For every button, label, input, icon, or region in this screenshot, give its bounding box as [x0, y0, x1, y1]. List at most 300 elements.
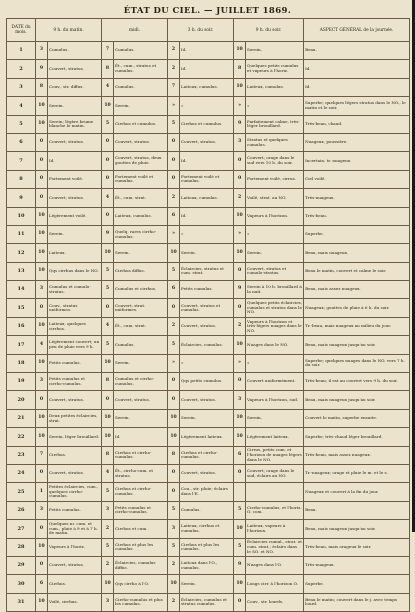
- cell-9h-evening-sky: Serein.: [246, 42, 304, 60]
- row-date: 6: [7, 133, 36, 151]
- cell-9h-morning-value: 6: [36, 575, 48, 593]
- cell-noon-value: 5: [102, 483, 114, 501]
- cell-9h-evening-value: 2: [234, 317, 246, 335]
- cell-9h-morning-value: 0: [36, 299, 48, 317]
- cell-9h-morning-sky: Vapeurs à l'horiz.: [48, 538, 102, 556]
- cell-general-aspect: Superbe; très-chaud léger brouillard.: [304, 428, 410, 446]
- table-row: [7, 373, 410, 391]
- table-row: [7, 409, 410, 427]
- row-date: 8: [7, 170, 36, 188]
- cell-general-aspect: Superbe; quelques légers stratus dans le NO., le matin et le soir.: [304, 97, 410, 115]
- cell-9h-evening-value: 8: [234, 60, 246, 78]
- page-title: ÉTAT DU CIEL. — JUILLET 1869.: [123, 6, 292, 16]
- cell-9h-morning-sky: Voilé, cirrhus.: [48, 593, 102, 611]
- cell-3h-evening-sky: Couvert, stratus.: [180, 317, 234, 335]
- cell-9h-morning-value: 0: [36, 152, 48, 170]
- cell-general-aspect: Id.: [304, 78, 410, 96]
- cell-9h-evening-value: »: [234, 225, 246, 243]
- cell-3h-evening-value: 0: [168, 373, 180, 391]
- cell-9h-evening-value: 0: [234, 262, 246, 280]
- cell-3h-evening-value: 2: [168, 317, 180, 335]
- cell-noon-value: 5: [102, 538, 114, 556]
- cell-noon-sky: Quelq. rares cirrho-cumulus.: [114, 225, 168, 243]
- cell-9h-morning-sky: Couvert, stratus.: [48, 189, 102, 207]
- cell-3h-evening-sky: Serein.: [180, 244, 234, 262]
- row-date: 3: [7, 78, 36, 96]
- cell-9h-evening-value: 0: [234, 152, 246, 170]
- cell-3h-evening-value: 8: [168, 446, 180, 464]
- cell-3h-evening-sky: Serein.: [180, 575, 234, 593]
- cell-3h-evening-value: 2: [168, 189, 180, 207]
- cell-3h-evening-value: 2: [168, 42, 180, 60]
- cell-3h-evening-value: 10: [168, 575, 180, 593]
- cell-9h-evening-sky: Vapeurs à l'horizon, sud.: [246, 391, 304, 409]
- row-date: 26: [7, 501, 36, 519]
- table-row: [7, 446, 410, 464]
- cell-9h-morning-sky: Couvert, stratus.: [48, 60, 102, 78]
- cell-noon-value: 5: [102, 115, 114, 133]
- header-noon: midi.: [102, 19, 168, 42]
- cell-noon-value: 7: [102, 42, 114, 60]
- cell-noon-sky: Qqs cirrho à l'O.: [114, 575, 168, 593]
- table-row: [7, 262, 410, 280]
- cell-noon-value: 10: [102, 428, 114, 446]
- cell-9h-evening-sky: »: [246, 225, 304, 243]
- table-body: [7, 42, 410, 612]
- cell-noon-sky: Serein.: [114, 354, 168, 372]
- cell-9h-evening-value: 10: [234, 207, 246, 225]
- table-row: [7, 170, 410, 188]
- cell-9h-morning-sky: Petits cumulus.: [48, 501, 102, 519]
- cell-9h-evening-sky: Vapeurs à l'horizon.: [246, 207, 304, 225]
- cell-noon-value: 4: [102, 464, 114, 482]
- cell-9h-evening-value: 3: [234, 133, 246, 151]
- cell-noon-value: 8: [102, 446, 114, 464]
- cell-noon-sky: Cumulus et cirrhus.: [114, 281, 168, 299]
- cell-noon-value: 0: [102, 299, 114, 317]
- cell-9h-evening-sky: Parfaitement calme, très-léger brouillard.: [246, 115, 304, 133]
- cell-9h-morning-value: 3: [36, 281, 48, 299]
- cell-9h-evening-sky: Quelques petits éclaircies, cumulus et stratus dans le NO.: [246, 299, 304, 317]
- cell-9h-morning-value: 10: [36, 593, 48, 611]
- row-date: 29: [7, 556, 36, 574]
- cell-9h-evening-value: 10: [234, 520, 246, 538]
- sky-state-table: [6, 18, 410, 612]
- cell-3h-evening-sky: Laitoux, cumulus.: [180, 78, 234, 96]
- cell-noon-value: 0: [102, 133, 114, 151]
- cell-9h-evening-value: 5: [234, 501, 246, 519]
- cell-9h-morning-value: 3: [36, 501, 48, 519]
- table-row: [7, 60, 410, 78]
- table-row: [7, 538, 410, 556]
- row-date: 9: [7, 189, 36, 207]
- cell-9h-evening-value: 10: [234, 409, 246, 427]
- cell-3h-evening-sky: Petits cumulus.: [180, 281, 234, 299]
- cell-3h-evening-value: 2: [168, 593, 180, 611]
- cell-3h-evening-sky: Couvert, stratus.: [180, 391, 234, 409]
- cell-9h-evening-value: 10: [234, 78, 246, 96]
- cell-3h-evening-value: 0: [168, 170, 180, 188]
- cell-general-aspect: Superbe; quelques nuages dans le NO. vers 7 h. du soir.: [304, 354, 410, 372]
- cell-general-aspect: Très-beau.: [304, 207, 410, 225]
- row-date: 30: [7, 575, 36, 593]
- row-date: 20: [7, 391, 36, 409]
- header-date: DATE du mois.: [7, 19, 36, 42]
- cell-3h-evening-value: »: [168, 225, 180, 243]
- table-row: [7, 483, 410, 501]
- cell-noon-sky: Cumulus.: [114, 78, 168, 96]
- cell-9h-morning-sky: Cirrhus.: [48, 446, 102, 464]
- cell-general-aspect: Très-beau; il est au couvert vers 9 h. du soir.: [304, 373, 410, 391]
- cell-9h-morning-sky: Cumulus et cumulo-stratus.: [48, 281, 102, 299]
- cell-9h-morning-value: 3: [36, 42, 48, 60]
- table-row: [7, 317, 410, 335]
- cell-noon-value: 3: [102, 593, 114, 611]
- table-row: [7, 42, 410, 60]
- cell-3h-evening-sky: Id.: [180, 60, 234, 78]
- cell-9h-evening-value: 10: [234, 336, 246, 354]
- cell-9h-evening-value: 2: [234, 189, 246, 207]
- cell-9h-morning-sky: Serein; légère brume blanche le matin.: [48, 115, 102, 133]
- cell-noon-value: 0: [102, 170, 114, 188]
- row-date: 17: [7, 336, 36, 354]
- cell-9h-evening-value: »: [234, 97, 246, 115]
- cell-noon-sky: Cumulus.: [114, 42, 168, 60]
- cell-9h-evening-value: 3: [234, 391, 246, 409]
- cell-noon-sky: Cirrhus diffus.: [114, 262, 168, 280]
- header-9h-morning: 9 h. du matin.: [36, 19, 102, 42]
- cell-general-aspect: Beau le matin, couvert et calme le soir.: [304, 262, 410, 280]
- cell-3h-evening-value: 6: [168, 207, 180, 225]
- cell-3h-evening-sky: Laitoux dans l'O., cumulus.: [180, 556, 234, 574]
- cell-9h-morning-value: 8: [36, 78, 48, 96]
- row-date: 22: [7, 428, 36, 446]
- cell-9h-morning-value: 10: [36, 538, 48, 556]
- cell-9h-morning-sky: Id.: [48, 152, 102, 170]
- cell-9h-evening-sky: Nuages dans le NO.: [246, 336, 304, 354]
- header-3h-evening: 3 h. du soir.: [168, 19, 234, 42]
- cell-3h-evening-value: 10: [168, 428, 180, 446]
- cell-3h-evening-sky: Id.: [180, 42, 234, 60]
- cell-9h-evening-value: 6: [234, 446, 246, 464]
- cell-noon-value: 10: [102, 97, 114, 115]
- row-date: 18: [7, 354, 36, 372]
- cell-noon-sky: Id.: [114, 428, 168, 446]
- row-date: 11: [7, 225, 36, 243]
- table-row: [7, 152, 410, 170]
- cell-9h-morning-sky: Cumulus.: [48, 42, 102, 60]
- cell-3h-evening-sky: »: [180, 225, 234, 243]
- cell-noon-value: 10: [102, 575, 114, 593]
- cell-9h-evening-value: 0: [234, 464, 246, 482]
- cell-9h-morning-value: 0: [36, 170, 48, 188]
- cell-general-aspect: Nuageux, poussière.: [304, 133, 410, 151]
- cell-general-aspect: Beau le matin; couvert dans le j. avec temps lourd.: [304, 593, 410, 611]
- row-date: 10: [7, 207, 36, 225]
- table-row: [7, 464, 410, 482]
- cell-general-aspect: Très-nuageux.: [304, 189, 410, 207]
- row-date: 7: [7, 152, 36, 170]
- cell-9h-morning-sky: Petites éclaircies, cum., quelques cirrho-cumulus.: [48, 483, 102, 501]
- row-date: 1: [7, 42, 36, 60]
- cell-3h-evening-sky: Laitoux, cumulus.: [180, 189, 234, 207]
- cell-3h-evening-sky: Cumulus.: [180, 501, 234, 519]
- cell-general-aspect: Très-beau, mais assez nuageux.: [304, 446, 410, 464]
- cell-9h-evening-sky: Éclaircies cumul., strat. et cum. strat.; éclairs dans le SO. et NO.: [246, 538, 304, 556]
- cell-noon-sky: Ét., cum. strat.: [114, 317, 168, 335]
- cell-9h-morning-value: 7: [36, 446, 48, 464]
- cell-3h-evening-sky: Couvert, stratus et cumulus.: [180, 299, 234, 317]
- cell-9h-evening-sky: Laiteux, vapeurs à l'horizon.: [246, 520, 304, 538]
- cell-noon-sky: Ét., cum., stratus et cumulus.: [114, 60, 168, 78]
- row-date: 16: [7, 317, 36, 335]
- cell-9h-evening-sky: Fortement voilé, cirrus.: [246, 170, 304, 188]
- cell-9h-morning-value: 3: [36, 373, 48, 391]
- cell-noon-sky: Cirrhus et plus les cumulus.: [114, 538, 168, 556]
- cell-3h-evening-sky: Légèrement laiteux.: [180, 428, 234, 446]
- table-row: [7, 115, 410, 133]
- table-row: [7, 593, 410, 611]
- cell-3h-evening-value: 2: [168, 556, 180, 574]
- row-date: 2: [7, 60, 36, 78]
- cell-3h-evening-sky: »: [180, 97, 234, 115]
- cell-general-aspect: Superbe.: [304, 225, 410, 243]
- cell-noon-value: 5: [102, 336, 114, 354]
- cell-9h-evening-sky: Couvert; orage dans le sud, éclairs au NO.: [246, 464, 304, 482]
- cell-9h-morning-sky: Serein.: [48, 225, 102, 243]
- cell-9h-evening-sky: Serein à 10 h. brouillard à la nuit.: [246, 281, 304, 299]
- cell-noon-sky: Ét., cirrho-cum. et stratus.: [114, 464, 168, 482]
- row-date: 23: [7, 446, 36, 464]
- cell-3h-evening-sky: Cou., str. pluie; éclairs dans l'E.: [180, 483, 234, 501]
- cell-3h-evening-sky: Éclaircies, cumulus.: [180, 336, 234, 354]
- cell-3h-evening-value: 0: [168, 299, 180, 317]
- cell-noon-value: 8: [102, 60, 114, 78]
- cell-noon-sky: Couvert, stratus, deux gouttes de pluie.: [114, 152, 168, 170]
- table-row: [7, 575, 410, 593]
- cell-general-aspect: Beau, mais nuageux jusqu'au soir.: [304, 391, 410, 409]
- cell-noon-value: 0: [102, 152, 114, 170]
- cell-3h-evening-sky: Id.: [180, 207, 234, 225]
- cell-general-aspect: Tr.-beau, mais nuageux au milieu du jour.: [304, 317, 410, 335]
- row-date: 5: [7, 115, 36, 133]
- cell-9h-evening-value: 0: [234, 170, 246, 188]
- cell-general-aspect: Beau, mais nuageux.: [304, 244, 410, 262]
- cell-9h-morning-sky: Serein.: [48, 97, 102, 115]
- cell-general-aspect: Couvert le matin, superbe ensuite.: [304, 409, 410, 427]
- row-date: 24: [7, 464, 36, 482]
- cell-9h-morning-sky: Couv., str. diffus.: [48, 78, 102, 96]
- cell-noon-sky: Cumulus et cirrho-cumulus.: [114, 373, 168, 391]
- cell-9h-evening-sky: Cirrus, petits cum. et l'horizon de nuages légers dans le NO.: [246, 446, 304, 464]
- cell-9h-evening-sky: »: [246, 97, 304, 115]
- cell-9h-evening-sky: Couvert uniformément.: [246, 373, 304, 391]
- cell-noon-value: 10: [102, 244, 114, 262]
- cell-9h-morning-value: 10: [36, 409, 48, 427]
- cell-9h-evening-value: 5: [234, 538, 246, 556]
- cell-9h-evening-value: [234, 483, 246, 501]
- cell-9h-evening-value: 0: [234, 373, 246, 391]
- cell-noon-sky: Couvert, stratus.: [114, 133, 168, 151]
- cell-9h-morning-sky: Couvert, stratus.: [48, 556, 102, 574]
- cell-noon-sky: Fortement voilé et cumulus.: [114, 170, 168, 188]
- cell-9h-evening-sky: Couv., str. lourds.: [246, 593, 304, 611]
- cell-3h-evening-sky: Qqs petits cumulus.: [180, 373, 234, 391]
- table-row: [7, 336, 410, 354]
- row-date: 25: [7, 483, 36, 501]
- cell-3h-evening-sky: Cirrhus et cirrho-cumulus.: [180, 446, 234, 464]
- cell-9h-morning-value: 0: [36, 464, 48, 482]
- cell-3h-evening-value: 0: [168, 133, 180, 151]
- table-row: [7, 281, 410, 299]
- cell-9h-evening-value: 0: [234, 593, 246, 611]
- cell-noon-value: 0: [102, 391, 114, 409]
- cell-3h-evening-sky: Id.: [180, 152, 234, 170]
- cell-noon-sky: Couvert, stratus.: [114, 391, 168, 409]
- cell-general-aspect: Très-beau, chaud.: [304, 115, 410, 133]
- table-row: [7, 428, 410, 446]
- cell-9h-evening-sky: Serein.: [246, 409, 304, 427]
- table-row: [7, 225, 410, 243]
- cell-9h-evening-value: 10: [234, 42, 246, 60]
- cell-9h-morning-value: 10: [36, 317, 48, 335]
- cell-noon-sky: Serein.: [114, 97, 168, 115]
- table-header-row: [7, 19, 410, 42]
- cell-9h-evening-sky: Stratus et quelques cumulus.: [246, 133, 304, 151]
- cell-9h-evening-sky: Vapeurs à l'horizon et très-légers nuages dans le NO.: [246, 317, 304, 335]
- cell-9h-evening-value: 9: [234, 115, 246, 133]
- cell-9h-evening-sky: Laiteux, cumulus.: [246, 78, 304, 96]
- cell-9h-evening-value: 9: [234, 281, 246, 299]
- cell-9h-morning-value: 10: [36, 225, 48, 243]
- cell-noon-sky: Laiteux, cumulus.: [114, 207, 168, 225]
- cell-9h-morning-sky: Qqs cirrhus dans le NO.: [48, 262, 102, 280]
- cell-9h-morning-sky: Laiteux, quelques cirrhus.: [48, 317, 102, 335]
- cell-9h-morning-sky: Deux petites éclaircies, strat.: [48, 409, 102, 427]
- cell-3h-evening-sky: Cirrhus et cumulus.: [180, 115, 234, 133]
- cell-9h-evening-sky: Serein.: [246, 244, 304, 262]
- cell-9h-evening-value: 10: [234, 244, 246, 262]
- table-row: [7, 556, 410, 574]
- header-general-aspect: ASPECT GÉNÉRAL de la journée.: [304, 19, 410, 42]
- cell-3h-evening-sky: Couvert, stratus.: [180, 464, 234, 482]
- cell-noon-sky: Cirrhus et cumulus.: [114, 115, 168, 133]
- cell-9h-morning-sky: Couvert, stratus.: [48, 133, 102, 151]
- cell-9h-morning-sky: Couvert, stratus.: [48, 391, 102, 409]
- cell-9h-morning-value: 0: [36, 133, 48, 151]
- cell-3h-evening-value: 5: [168, 336, 180, 354]
- table-row: [7, 391, 410, 409]
- cell-general-aspect: Beau.: [304, 42, 410, 60]
- cell-9h-evening-sky: Longs cirr. à l'horizon O.: [246, 575, 304, 593]
- cell-9h-evening-sky: Cirrho-cumulus, et l'horiz. O. com.: [246, 501, 304, 519]
- table-row: [7, 244, 410, 262]
- cell-3h-evening-value: 7: [168, 78, 180, 96]
- cell-9h-evening-sky: Nuages dans l'O.: [246, 556, 304, 574]
- cell-9h-morning-sky: Cirrhus.: [48, 575, 102, 593]
- cell-9h-evening-sky: Voilé, strat. au NO.: [246, 189, 304, 207]
- cell-noon-value: 3: [102, 501, 114, 519]
- cell-noon-value: 10: [102, 409, 114, 427]
- cell-9h-morning-value: 10: [36, 354, 48, 372]
- cell-noon-value: 5: [102, 281, 114, 299]
- cell-3h-evening-value: 0: [168, 152, 180, 170]
- table-row: [7, 520, 410, 538]
- cell-general-aspect: Beau, mais nuageux jusqu'au soir.: [304, 336, 410, 354]
- cell-9h-morning-sky: Laiteux.: [48, 244, 102, 262]
- cell-9h-morning-value: 4: [36, 336, 48, 354]
- table-row: [7, 207, 410, 225]
- cell-9h-evening-sky: Couvert, stratus et cumulo-stratus.: [246, 262, 304, 280]
- cell-3h-evening-value: 6: [168, 281, 180, 299]
- cell-3h-evening-value: 5: [168, 115, 180, 133]
- cell-9h-morning-value: 1: [36, 483, 48, 501]
- cell-9h-morning-sky: Légèrement couvert; un peu de pluie vers 9 h.: [48, 336, 102, 354]
- cell-3h-evening-sky: Laiteux, cirrhus et cumulus.: [180, 520, 234, 538]
- table-row: [7, 299, 410, 317]
- cell-3h-evening-value: 0: [168, 464, 180, 482]
- cell-noon-sky: Cumulus.: [114, 336, 168, 354]
- cell-9h-morning-value: 0: [36, 391, 48, 409]
- cell-9h-evening-sky: [246, 483, 304, 501]
- cell-general-aspect: Ciel voilé.: [304, 170, 410, 188]
- cell-noon-sky: Serein.: [114, 244, 168, 262]
- cell-9h-morning-sky: Couvert, stratus.: [48, 464, 102, 482]
- cell-3h-evening-value: »: [168, 97, 180, 115]
- cell-general-aspect: Nuageux; gouttes de pluie à 6 h. du soir.: [304, 299, 410, 317]
- cell-9h-morning-sky: Couv., stratus uniformes.: [48, 299, 102, 317]
- cell-general-aspect: Beau, mais assez nuageux.: [304, 281, 410, 299]
- cell-general-aspect: Nuageux et couvert à la fin du jour.: [304, 483, 410, 501]
- cell-9h-morning-value: 10: [36, 244, 48, 262]
- cell-3h-evening-sky: Éclaircies, cumulus et stratus cumulus.: [180, 593, 234, 611]
- cell-3h-evening-value: 2: [168, 60, 180, 78]
- cell-3h-evening-value: 0: [168, 483, 180, 501]
- header-9h-evening: 9 h. du soir.: [234, 19, 304, 42]
- cell-noon-sky: Serein.: [114, 409, 168, 427]
- cell-9h-evening-sky: »: [246, 354, 304, 372]
- cell-general-aspect: Incertain, tr. nuageux.: [304, 152, 410, 170]
- cell-general-aspect: Beau, mais nuageux jusqu'au soir.: [304, 520, 410, 538]
- cell-9h-morning-sky: Quelques ni. cum. et cum., pluie à 9 et à 7 h. de matin.: [48, 520, 102, 538]
- row-date: 28: [7, 538, 36, 556]
- cell-3h-evening-value: 10: [168, 244, 180, 262]
- cell-9h-morning-value: 10: [36, 428, 48, 446]
- cell-3h-evening-value: 5: [168, 538, 180, 556]
- cell-3h-evening-sky: Couvert, stratus.: [180, 133, 234, 151]
- cell-3h-evening-sky: Fortement voilé et cumulus.: [180, 170, 234, 188]
- table-row: [7, 189, 410, 207]
- cell-9h-morning-sky: Serein, léger brouillard.: [48, 428, 102, 446]
- row-date: 4: [7, 97, 36, 115]
- cell-noon-value: 0: [102, 207, 114, 225]
- cell-general-aspect: Tr.-nuageux; orage et pluie le m. et le s.: [304, 464, 410, 482]
- table-row: [7, 97, 410, 115]
- cell-general-aspect: Superbe.: [304, 575, 410, 593]
- cell-9h-morning-value: 0: [36, 556, 48, 574]
- cell-3h-evening-value: 10: [168, 409, 180, 427]
- cell-9h-morning-sky: Petits cumulus et cirrho-cumulus.: [48, 373, 102, 391]
- cell-general-aspect: Beau.: [304, 501, 410, 519]
- cell-9h-morning-value: 0: [36, 189, 48, 207]
- cell-noon-sky: Cirrhus et cirrho-cumulus.: [114, 483, 168, 501]
- cell-9h-morning-value: 10: [36, 207, 48, 225]
- cell-9h-morning-value: 10: [36, 262, 48, 280]
- row-date: 13: [7, 262, 36, 280]
- cell-9h-evening-sky: Quelques petits cumulus et vapeurs à l'horiz.: [246, 60, 304, 78]
- cell-9h-evening-value: »: [234, 354, 246, 372]
- cell-noon-sky: Ét., cum. strat.: [114, 189, 168, 207]
